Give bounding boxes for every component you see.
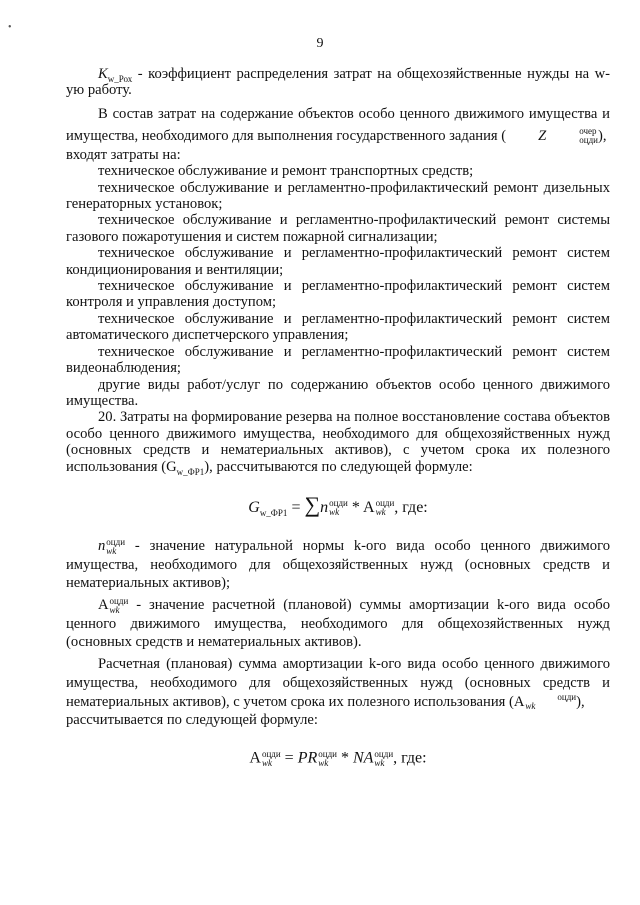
- calc-paragraph: Расчетная (плановая) сумма амортизации k-ого вида особо ценного движимого имущества, необходимого для общехозяйственных нужд (основных средств и нематериальных активов), с учетом срока их полезного использования (A оцди wk ),: [66, 655, 610, 712]
- kw-definition: [66, 66, 610, 99]
- list-item: техническое обслуживание и регламентно-профилактический ремонт системы газового пожаротушения и систем пожарной сигнализации;: [66, 212, 610, 245]
- intro-text-a: В состав затрат на содержание объектов особо ценного движимого имущества и имущества, необходимого для выполнения государственного задания (: [66, 105, 610, 144]
- intro-text-b: ),: [597, 127, 607, 144]
- document-body: [66, 66, 610, 788]
- page-number: 9: [316, 36, 324, 51]
- list-item: техническое обслуживание и ремонт транспортных средств;: [98, 163, 474, 180]
- list-item: техническое обслуживание и регламентно-профилактический ремонт систем автоматического диспетчерского управления;: [66, 310, 610, 344]
- kw-subscript: w_Рох: [107, 73, 133, 84]
- scan-speck: •: [8, 22, 12, 33]
- definition-a: A оцди wk - значение расчетной (плановой) суммы амортизации k-ого вида особо ценного движимого имущества, необходимого для общехозяйственных нужд (основных средств и нематериальных активов).: [66, 595, 610, 650]
- intro-paragraph: [66, 103, 610, 147]
- formula-g: $G_{w\_ФР1} = \sum n$ оцди wk * A оцди wk , где:: [248, 491, 428, 519]
- section-20-paragraph: 20. Затраты на формирование резерва на полное восстановление состава объектов особо ценного движимого имущества, необходимого для общехозяйственных нужд (основных средств и нематериальных активов), с учетом срока их полезного использования $(G_{w\_ФР1})$, рассчитываются по следующей формуле:: [66, 409, 610, 477]
- z-symbol: Z: [538, 127, 547, 144]
- kw-definition-text: - коэффициент распределения затрат на общехозяйственные нужды на w-ую работу.: [66, 66, 610, 99]
- intro-text-c: входят затраты на:: [66, 146, 181, 163]
- list-item: другие виды работ/услуг по содержанию объектов особо ценного движимого имущества.: [66, 376, 610, 409]
- definition-n: n оцди wk - значение натуральной нормы k-ого вида особо ценного движимого имущества, необходимого для общехозяйственных нужд (основных средств и нематериальных активов);: [66, 536, 610, 591]
- calc-text-c: рассчитывается по следующей формуле:: [66, 711, 318, 728]
- list-item: техническое обслуживание и регламентно-профилактический ремонт систем кондиционирования и вентиляции;: [66, 245, 610, 278]
- formula-a: A оцди wk = PR оцди wk * NA оцди wk , где:: [249, 748, 427, 768]
- list-item: техническое обслуживание и регламентно-профилактический ремонт систем видеонаблюдения;: [66, 343, 610, 377]
- kw-symbol: K: [98, 66, 108, 82]
- z-indices: очер оцди: [579, 126, 598, 146]
- list-item: техническое обслуживание и регламентно-профилактический ремонт дизельных генераторных установок;: [66, 179, 610, 213]
- list-item: техническое обслуживание и регламентно-профилактический ремонт систем контроля и управления доступом;: [66, 278, 610, 311]
